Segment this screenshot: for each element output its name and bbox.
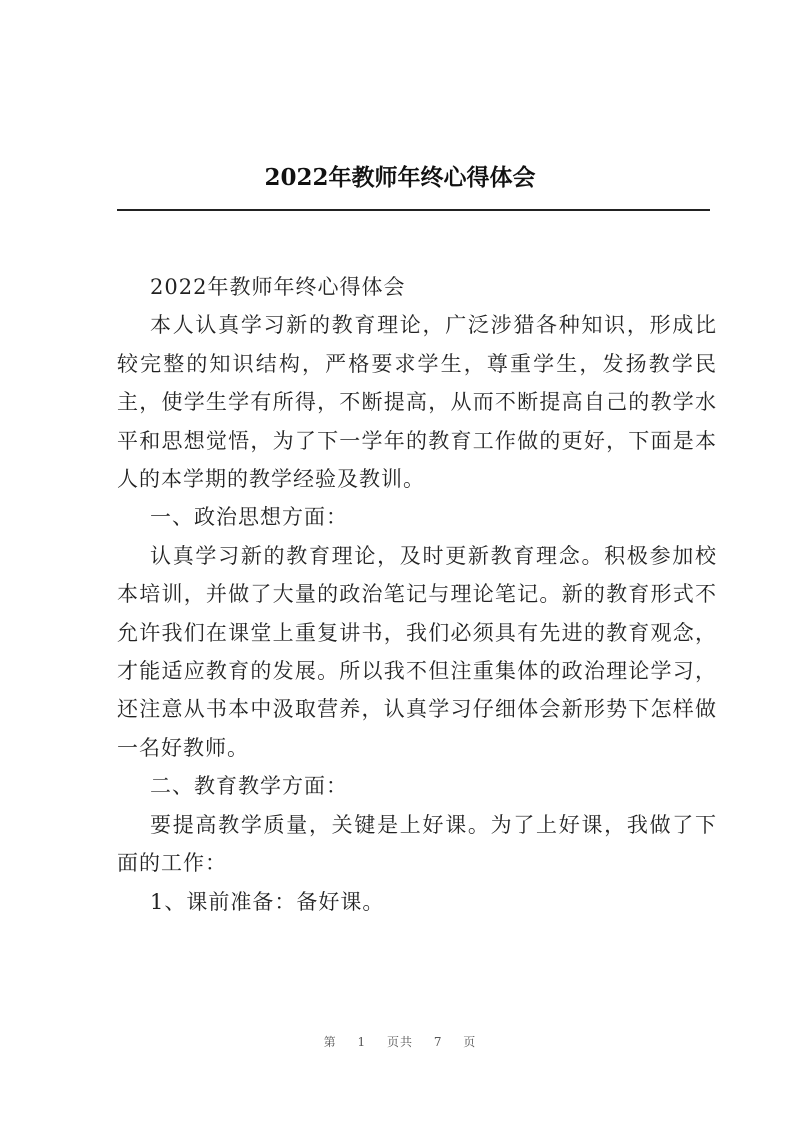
document-body (117, 268, 717, 921)
body-heading: 2022年教师年终心得体会 (150, 275, 406, 299)
page-footer (0, 1033, 800, 1050)
document-title: 2022年教师年终心得体会 (264, 164, 536, 191)
footer-prefix: 第 (323, 1035, 337, 1049)
title-underline-rule (117, 209, 710, 211)
body-paragraph-politics: 认真学习新的教育理论，及时更新教育理念。积极参加校本培训，并做了大量的政治笔记与理论笔记。新的教育形式不允许我们在课堂上重复讲书，我们必须具有先进的教育观念，才能适应教育的发展。所以我不但注重集体的政治理论学习，还注意从书本中汲取营养，认真学习仔细体会新形势下怎样做一名好教师。 (117, 543, 717, 760)
section-heading-politics: 一、政治思想方面： (150, 505, 348, 530)
section-heading-teaching: 二、教育教学方面： (150, 774, 348, 799)
footer-total-pages: 7 (433, 1035, 443, 1049)
footer-suffix: 页 (463, 1035, 477, 1049)
subsection-heading-preparation: 1、课前准备：备好课。 (150, 889, 385, 914)
body-paragraph-teaching: 要提高教学质量，关键是上好课。为了上好课，我做了下面的工作： (117, 812, 717, 876)
body-paragraph-intro: 本人认真学习新的教育理论，广泛涉猎各种知识，形成比较完整的知识结构，严格要求学生，尊重学生，发扬教学民主，使学生学有所得，不断提高，从而不断提高自己的教学水平和思想觉悟，为了下一学年的教育工作做的更好，下面是本人的本学期的教学经验及教训。 (117, 313, 717, 492)
footer-page-number: 1 (357, 1035, 367, 1049)
footer-middle: 页共 (386, 1035, 413, 1049)
